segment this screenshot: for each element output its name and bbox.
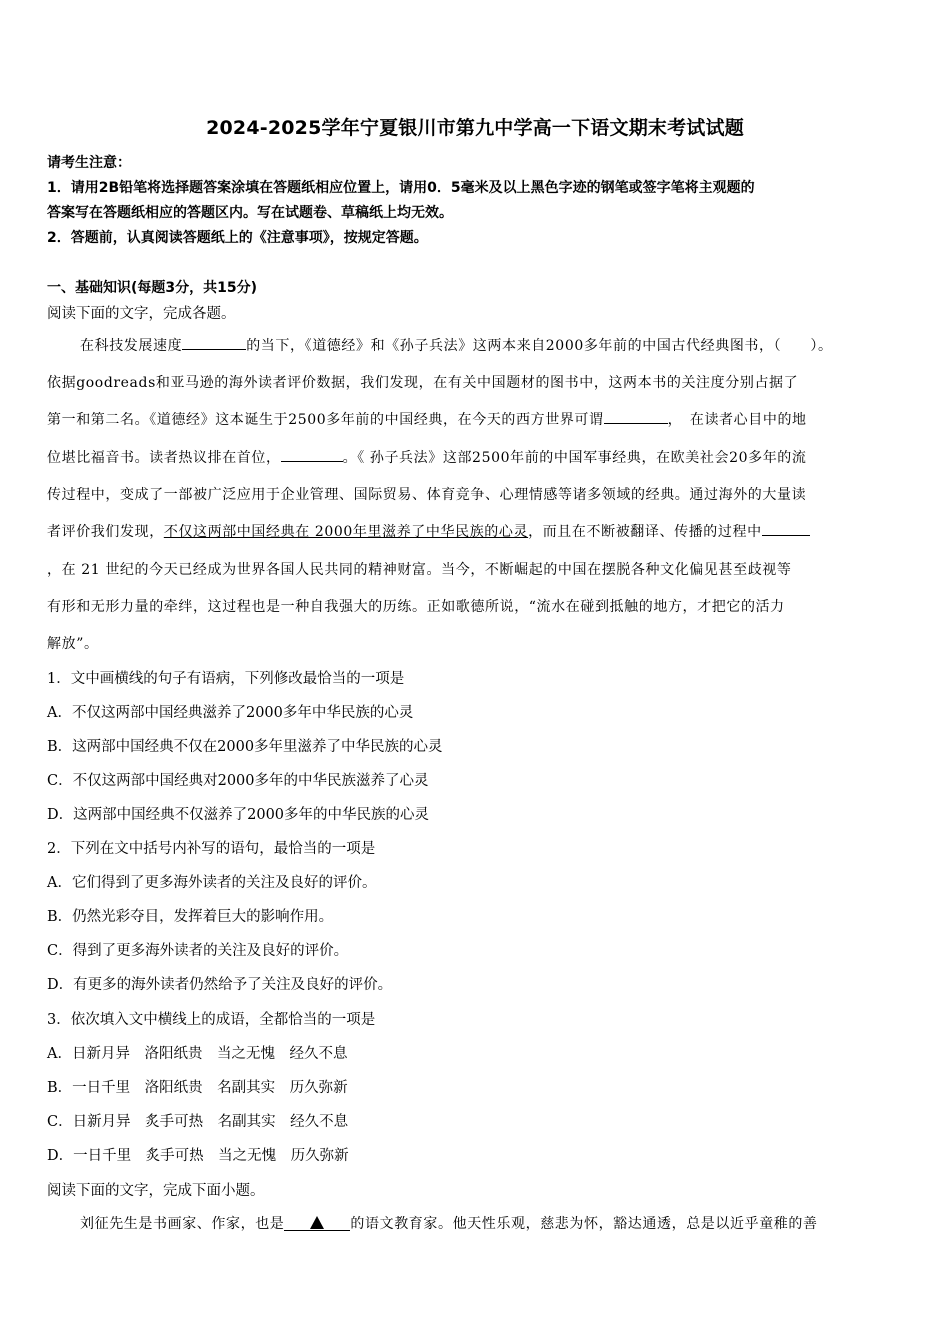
fill-blank <box>281 447 343 462</box>
question-2-option-a: A．它们得到了更多海外读者的关注及良好的评价。 <box>47 875 377 891</box>
fill-blank <box>604 409 668 424</box>
question-3-option-c: C．日新月异 炙手可热 名副其实 经久不息 <box>47 1114 349 1130</box>
question-1-option-c: C．不仅这两部中国经典对2000多年的中华民族滋养了心灵 <box>47 773 429 789</box>
notice-line-2: 答案写在答题纸相应的答题区内。写在试题卷、草稿纸上均无效。 <box>47 205 453 221</box>
question-3-option-b: B．一日千里 洛阳纸贵 名副其实 历久弥新 <box>47 1080 348 1096</box>
section2-instruction: 阅读下面的文字，完成下面小题。 <box>47 1183 265 1199</box>
question-3-stem: 3．依次填入文中横线上的成语，全都恰当的一项是 <box>47 1012 376 1028</box>
question-3-option-a: A．日新月异 洛阳纸贵 当之无愧 经久不息 <box>47 1046 348 1062</box>
passage-line: 有形和无形力量的牵绊，这过程也是一种自我强大的历练。正如歌德所说，“流水在碰到抵触的地方，才把它的活力 <box>47 599 785 615</box>
passage-line: 位堪比福音书。读者热议排在首位， 。《 孙子兵法》这部2500年前的中国军事经典，在欧美社会20多年的流 <box>47 447 807 467</box>
fill-blank <box>284 1216 350 1231</box>
fill-blank <box>182 335 246 350</box>
page-title: 2024-2025学年宁夏银川市第九中学高一下语文期末考试试题 <box>206 117 744 139</box>
passage-line: 在科技发展速度 的当下，《道德经》和《孙子兵法》这两本来自2000多年前的中国古代经典图书，（ ）。 <box>80 335 833 355</box>
question-2-option-b: B．仍然光彩夺目，发挥着巨大的影响作用。 <box>47 909 334 925</box>
question-1-option-a: A．不仅这两部中国经典滋养了2000多年中华民族的心灵 <box>47 705 414 721</box>
triangle-icon <box>310 1216 324 1229</box>
notice-heading: 请考生注意： <box>47 155 131 171</box>
section1-instruction: 阅读下面的文字，完成各题。 <box>47 306 236 322</box>
question-2-option-c: C．得到了更多海外读者的关注及良好的评价。 <box>47 943 349 959</box>
question-3-option-d: D．一日千里 炙手可热 当之无愧 历久弥新 <box>47 1148 349 1164</box>
passage-2-line: 刘征先生是书画家、作家，也是 的语文教育家。他天性乐观，慈悲为怀，豁达通透，总是以近乎童稚的善 <box>80 1216 818 1232</box>
question-1-option-b: B．这两部中国经典不仅在2000多年里滋养了中华民族的心灵 <box>47 739 443 755</box>
passage-line: ，在 21 世纪的今天已经成为世界各国人民共同的精神财富。当今，不断崛起的中国在摆脱各种文化偏见甚至歧视等 <box>47 562 792 578</box>
passage-line: 解放”。 <box>47 636 99 652</box>
passage-line: 者评价我们发现，不仅这两部中国经典在 2000年里滋养了中华民族的心灵，而且在不断被翻译、传播的过程中 <box>47 521 810 541</box>
notice-line-3: 2．答题前，认真阅读答题纸上的《注意事项》，按规定答题。 <box>47 230 428 246</box>
passage-line: 第一和第二名。《道德经》这本诞生于2500多年前的中国经典，在今天的西方世界可谓 ， 在读者心目中的地 <box>47 409 807 429</box>
question-1-option-d: D．这两部中国经典不仅滋养了2000多年的中华民族的心灵 <box>47 807 430 823</box>
section1-heading: 一、基础知识(每题3分，共15分) <box>47 280 258 296</box>
fill-blank <box>762 521 810 536</box>
underlined-sentence: 不仅这两部中国经典在 2000年里滋养了中华民族的心灵 <box>163 524 529 540</box>
question-2-option-d: D．有更多的海外读者仍然给予了关注及良好的评价。 <box>47 977 393 993</box>
question-1-stem: 1．文中画横线的句子有语病，下列修改最恰当的一项是 <box>47 671 405 687</box>
question-2-stem: 2．下列在文中括号内补写的语句，最恰当的一项是 <box>47 841 376 857</box>
passage-line: 依据goodreads和亚马逊的海外读者评价数据，我们发现，在有关中国题材的图书中，这两本书的关注度分别占据了 <box>47 375 799 391</box>
notice-line-1: 1．请用2B铅笔将选择题答案涂填在答题纸相应位置上，请用0．5毫米及以上黑色字迹的钢笔或签字笔将主观题的 <box>47 180 755 196</box>
passage-line: 传过程中，变成了一部被广泛应用于企业管理、国际贸易、体育竞争、心理情感等诸多领域的经典。通过海外的大量读 <box>47 487 807 503</box>
